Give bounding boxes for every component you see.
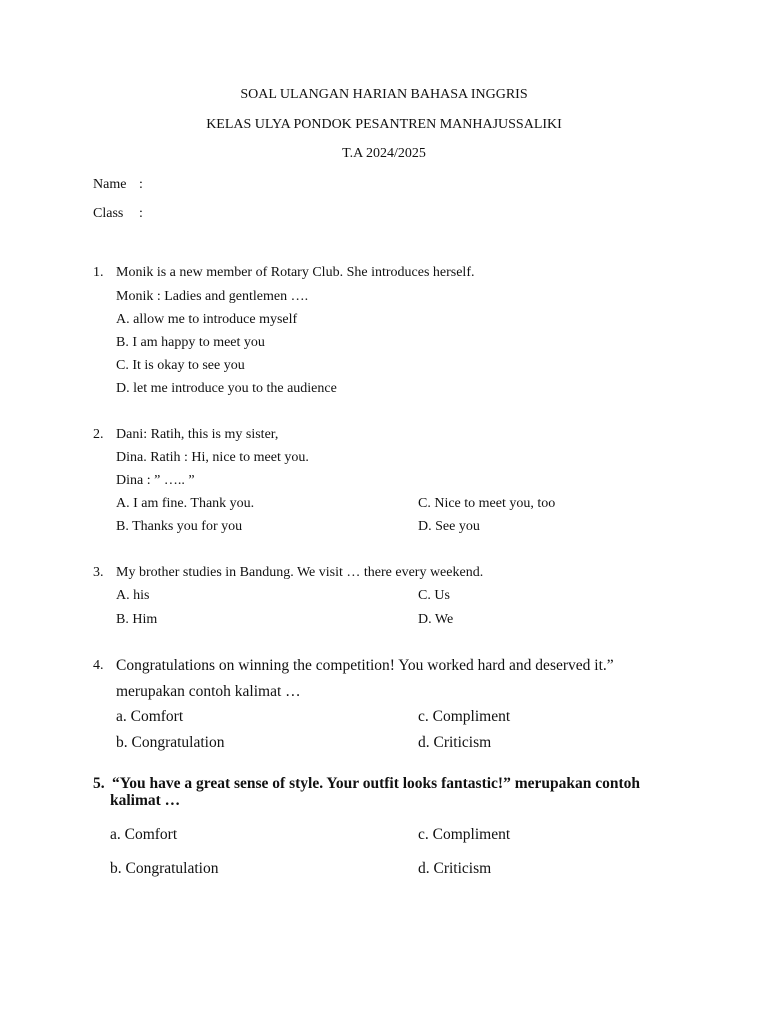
question-number: 3. xyxy=(93,565,104,580)
name-label: Name xyxy=(93,177,127,192)
answer-option: A. his xyxy=(116,588,150,603)
question-text: “You have a great sense of style. Your outfit looks fantastic!” merupakan contoh xyxy=(112,775,641,792)
question-number: 1. xyxy=(93,265,104,280)
answer-option: D. We xyxy=(418,612,454,627)
name-separator: : xyxy=(139,177,143,192)
answer-option: D. let me introduce you to the audience xyxy=(116,381,337,396)
answer-option: b. Congratulation xyxy=(116,734,225,751)
answer-option: A. allow me to introduce myself xyxy=(116,312,298,327)
answer-option: C. Us xyxy=(418,588,450,603)
class-separator: : xyxy=(139,206,143,221)
question-text: Monik : Ladies and gentlemen …. xyxy=(116,289,309,304)
answer-option: B. Him xyxy=(116,612,158,627)
answer-option: B. Thanks you for you xyxy=(116,519,243,534)
question-text: Dani: Ratih, this is my sister, xyxy=(116,427,279,442)
question-text: Congratulations on winning the competition! You worked hard and deserved it.” xyxy=(116,657,614,674)
school-name: KELAS ULYA PONDOK PESANTREN MANHAJUSSALIKI xyxy=(206,117,562,132)
answer-option: C. It is okay to see you xyxy=(116,358,245,373)
answer-option: D. See you xyxy=(418,519,480,534)
question-number: 4. xyxy=(93,658,104,673)
answer-option: a. Comfort xyxy=(116,708,184,725)
answer-option: d. Criticism xyxy=(418,734,492,751)
question-text: Monik is a new member of Rotary Club. She introduces herself. xyxy=(116,265,475,280)
question-text: merupakan contoh kalimat … xyxy=(116,683,301,700)
answer-option: c. Compliment xyxy=(418,826,511,843)
answer-option: b. Congratulation xyxy=(110,860,219,877)
answer-option: c. Compliment xyxy=(418,708,511,725)
answer-option: a. Comfort xyxy=(110,826,178,843)
academic-year: T.A 2024/2025 xyxy=(342,146,426,161)
answer-option: d. Criticism xyxy=(418,860,492,877)
question-text: Dina. Ratih : Hi, nice to meet you. xyxy=(116,450,309,465)
class-label: Class xyxy=(93,206,124,221)
question-text: Dina : ” ….. ” xyxy=(116,473,195,488)
answer-option: C. Nice to meet you, too xyxy=(418,496,556,511)
question-text: My brother studies in Bandung. We visit … there every weekend. xyxy=(116,565,484,580)
question-number: 2. xyxy=(93,427,104,442)
question-text: kalimat … xyxy=(110,792,181,809)
exam-title: SOAL ULANGAN HARIAN BAHASA INGGRIS xyxy=(240,87,528,102)
answer-option: B. I am happy to meet you xyxy=(116,335,265,350)
question-number: 5. xyxy=(93,775,105,792)
answer-option: A. I am fine. Thank you. xyxy=(116,496,255,511)
